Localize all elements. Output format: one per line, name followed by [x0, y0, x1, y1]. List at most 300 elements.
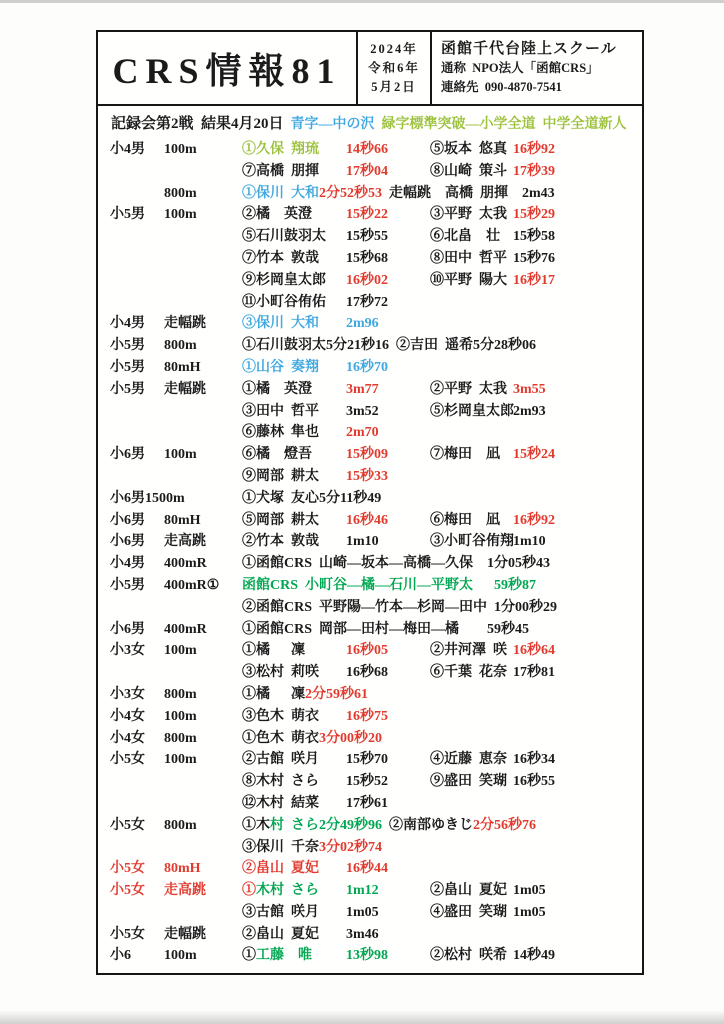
- entry-name: [430, 444, 513, 466]
- event-cell: [164, 226, 242, 248]
- text-segment: ⑤石川鼓羽太: [242, 229, 326, 245]
- entry-result: [346, 466, 430, 488]
- result-row: [98, 945, 642, 967]
- org-line: 連絡先 090-4870-7541: [441, 79, 562, 94]
- row-entries: [242, 531, 642, 553]
- text-segment: 15秒33: [346, 468, 388, 484]
- entry-name: [430, 880, 513, 902]
- entry-result: [346, 858, 430, 880]
- entry-name: [242, 880, 346, 902]
- text-segment: 14秒66: [346, 142, 388, 157]
- result-row: [98, 531, 642, 553]
- grade-cell: 小4男: [110, 142, 145, 157]
- event-cell: 800m: [164, 185, 197, 201]
- event-cell: 800m: [164, 730, 197, 746]
- entry-result: [346, 749, 430, 771]
- text-segment: ⑦梅田 凪: [430, 447, 500, 463]
- entry-name: [242, 248, 346, 270]
- grade-cell: 小5女: [110, 752, 145, 768]
- text-segment: 2分59秒61: [305, 686, 368, 702]
- text-segment: ①橘 凜: [242, 686, 305, 702]
- text-segment: 14秒49: [513, 948, 555, 964]
- row-flow-text: [242, 183, 642, 205]
- entry-name: [242, 749, 346, 771]
- row-flow-text: [242, 597, 642, 619]
- entry-name: [430, 510, 513, 532]
- entry-name: [242, 945, 346, 967]
- event-cell: 100m: [164, 948, 197, 964]
- row-entries: [242, 270, 642, 292]
- grade-cell: 小5男: [110, 359, 145, 375]
- entry-name: [242, 226, 346, 248]
- entry-name: [430, 531, 513, 553]
- result-row: [98, 401, 642, 423]
- event-cell: [164, 837, 242, 859]
- result-row: [98, 684, 642, 706]
- text-segment: ①色木 萌衣: [242, 730, 319, 746]
- result-row: [98, 662, 642, 684]
- text-segment: 16秒68: [346, 665, 388, 681]
- entry-name: [242, 204, 346, 226]
- grade-cell: 小3女: [110, 686, 145, 702]
- org-line: 通称 NPO法人「函館CRS」: [441, 60, 599, 75]
- row-entries: [242, 161, 642, 183]
- entry-result: [513, 248, 642, 270]
- row-entries: [242, 662, 642, 684]
- event-cell: 800m: [164, 686, 197, 702]
- entry-result: [513, 292, 642, 314]
- event-cell: 80mH: [164, 359, 201, 375]
- text-segment: 3m46: [346, 926, 379, 942]
- text-segment: ⑩平野 陽大: [430, 272, 507, 288]
- text-segment: 3分02秒74: [319, 839, 382, 855]
- text-segment: ⑨杉岡皇太郎: [242, 272, 326, 288]
- entry-result: [346, 204, 430, 226]
- text-segment: ①石川鼓羽太5分21秒16 ②吉田 遥希5分28秒06: [242, 338, 536, 354]
- text-segment: 16秒92: [513, 142, 555, 157]
- row-entries: [242, 640, 642, 662]
- event-cell: [164, 488, 242, 510]
- event-cell: 800m: [164, 817, 197, 833]
- event-cell: 走幅跳: [164, 316, 206, 332]
- text-segment: 15秒52: [346, 774, 388, 790]
- result-row: [98, 313, 642, 335]
- org-box: [432, 32, 642, 104]
- entry-name: [430, 706, 513, 728]
- text-segment: 木村 さら: [256, 883, 319, 899]
- entry-result: [346, 531, 430, 553]
- text-segment: ②古館 咲月: [242, 752, 319, 768]
- entry-result: [513, 640, 642, 662]
- text-segment: ①: [242, 948, 256, 964]
- result-row: [98, 161, 642, 183]
- grade-cell: 小5女: [110, 926, 145, 942]
- grade-cell: 小5男: [110, 381, 145, 397]
- text-segment: ③色木 萌衣: [242, 708, 319, 724]
- row-entries: [242, 204, 642, 226]
- grade-cell: 小4男: [110, 556, 145, 572]
- entry-result: [513, 924, 642, 946]
- result-row: [98, 837, 642, 859]
- entry-result: [513, 401, 642, 423]
- document-frame: [96, 30, 644, 975]
- row-flow-text: [242, 575, 642, 597]
- text-segment: ②南部ゆきじ: [382, 817, 473, 833]
- entry-name: [242, 662, 346, 684]
- text-segment: ③小町谷侑翔: [430, 534, 514, 550]
- entry-result: [346, 292, 430, 314]
- results-rows: [98, 139, 642, 967]
- text-segment: 17秒04: [346, 163, 388, 179]
- event-cell: [164, 466, 242, 488]
- text-segment: 15秒22: [346, 207, 388, 223]
- text-segment: 16秒34: [513, 752, 555, 768]
- row-entries: [242, 510, 642, 532]
- entry-name: [242, 270, 346, 292]
- row-entries: [242, 466, 642, 488]
- text-segment: 15秒24: [513, 447, 555, 463]
- text-segment: ⑧木村 さら: [242, 774, 319, 790]
- entry-result: [513, 204, 642, 226]
- entry-name: [242, 531, 346, 553]
- event-cell: 800m: [164, 338, 197, 354]
- row-flow-text: [242, 553, 642, 575]
- entry-name: [430, 902, 513, 924]
- result-row: [98, 619, 642, 641]
- grade-cell: [110, 226, 164, 248]
- result-row: [98, 924, 642, 946]
- result-row: [98, 793, 642, 815]
- row-flow-text: [242, 684, 642, 706]
- document-header: [98, 32, 642, 106]
- grade-cell: 小6: [110, 948, 131, 964]
- entry-result: [346, 640, 430, 662]
- result-row: [98, 597, 642, 619]
- entry-result: [346, 924, 430, 946]
- grade-cell: 小6男: [110, 621, 145, 637]
- result-row: [98, 139, 642, 161]
- result-row: [98, 248, 642, 270]
- entry-name: [430, 204, 513, 226]
- text-segment: 15秒76: [513, 250, 555, 266]
- text-segment: 17秒61: [346, 795, 388, 811]
- entry-name: [430, 270, 513, 292]
- text-segment: 17秒39: [513, 163, 555, 179]
- entry-result: [346, 161, 430, 183]
- entry-result: [346, 662, 430, 684]
- entry-result: [513, 139, 642, 161]
- entry-name: [430, 422, 513, 444]
- text-segment: ②竹本 敦哉: [242, 534, 319, 550]
- result-row: [98, 466, 642, 488]
- grade-cell: 小6男: [110, 534, 145, 550]
- row-entries: [242, 292, 642, 314]
- text-segment: ②畠山 夏妃: [242, 926, 319, 942]
- text-segment: ⑥梅田 凪: [430, 512, 500, 528]
- entry-result: [346, 880, 430, 902]
- text-segment: ①保川 大和: [242, 185, 319, 201]
- entry-name: [430, 793, 513, 815]
- entry-result: [513, 749, 642, 771]
- entry-result: [346, 706, 430, 728]
- entry-result: [513, 531, 642, 553]
- entry-result: [513, 379, 642, 401]
- grade-cell: [110, 837, 164, 859]
- entry-name: [430, 161, 513, 183]
- text-segment: 15秒68: [346, 250, 388, 266]
- text-segment: 16秒92: [513, 512, 555, 528]
- grade-cell: 小4男: [110, 316, 145, 332]
- row-entries: [242, 858, 642, 880]
- entry-name: [242, 292, 346, 314]
- event-cell: 100m: [164, 207, 197, 223]
- entry-result: [346, 379, 430, 401]
- entry-result: [513, 444, 642, 466]
- text-segment: ①久保 翔琉: [242, 142, 319, 157]
- entry-name: [430, 401, 513, 423]
- text-segment: ⑨岡部 耕太: [242, 468, 319, 484]
- entry-name: [242, 466, 346, 488]
- entry-result: [346, 401, 430, 423]
- event-cell: [164, 902, 242, 924]
- entry-name: [430, 292, 513, 314]
- text-segment: 緑字標準突破—小学全道 中学全道新人: [374, 117, 627, 132]
- result-row: [98, 335, 642, 357]
- result-row: [98, 728, 642, 750]
- result-row: [98, 815, 642, 837]
- event-cell: [164, 771, 242, 793]
- entry-result: [513, 880, 642, 902]
- entry-result: [346, 793, 430, 815]
- event-cell: [164, 292, 242, 314]
- row-entries: [242, 793, 642, 815]
- result-row: [98, 204, 642, 226]
- result-row: [98, 444, 642, 466]
- entry-result: [346, 248, 430, 270]
- text-segment: ④近藤 恵奈: [430, 752, 507, 768]
- text-segment: 15秒70: [346, 752, 388, 768]
- row-entries: [242, 880, 642, 902]
- grade-cell: [110, 292, 164, 314]
- event-cell: 100m: [164, 752, 197, 768]
- entry-result: [346, 422, 430, 444]
- text-segment: ①犬塚 友心5分11秒49: [242, 490, 382, 506]
- event-cell: 走高跳: [164, 534, 206, 550]
- result-row: [98, 880, 642, 902]
- grade-cell: 小6男1500m: [110, 490, 185, 506]
- text-segment: 16秒46: [346, 512, 388, 528]
- row-entries: [242, 401, 642, 423]
- text-segment: ⑦高橋 朋揮: [242, 163, 319, 179]
- text-segment: 15秒09: [346, 447, 388, 463]
- text-segment: ①函館CRS 岡部—田村—梅田—橘 59秒45: [242, 621, 530, 637]
- grade-cell: 小4女: [110, 708, 145, 724]
- event-cell: [164, 793, 242, 815]
- row-flow-text: [242, 488, 642, 510]
- event-cell: 80mH: [164, 512, 201, 528]
- result-row: [98, 858, 642, 880]
- entry-name: [242, 510, 346, 532]
- event-cell: 100m: [164, 708, 197, 724]
- text-segment: ③保川 大和: [242, 316, 319, 332]
- entry-result: [346, 444, 430, 466]
- entry-result: [513, 510, 642, 532]
- grade-cell: [110, 662, 164, 684]
- row-flow-text: [242, 619, 642, 641]
- text-segment: 16秒75: [346, 708, 388, 724]
- grade-cell: [110, 183, 164, 205]
- event-cell: 走高跳: [164, 883, 206, 899]
- entry-name: [430, 379, 513, 401]
- result-row: [98, 226, 642, 248]
- text-segment: 1m05: [513, 904, 546, 920]
- text-segment: 16秒70: [346, 359, 388, 375]
- event-cell: [164, 270, 242, 292]
- grade-cell: [110, 270, 164, 292]
- legend-line: [98, 111, 642, 139]
- event-cell: 400mR: [164, 556, 207, 572]
- grade-cell: [110, 597, 164, 619]
- text-segment: ⑧山崎 策斗: [430, 163, 507, 179]
- entry-result: [513, 357, 642, 379]
- event-cell: 100m: [164, 447, 197, 463]
- entry-result: [513, 858, 642, 880]
- result-row: [98, 706, 642, 728]
- result-row: [98, 357, 642, 379]
- text-segment: 17秒81: [513, 665, 555, 681]
- date-line: 2024年: [370, 41, 418, 56]
- text-segment: ②橘 英澄: [242, 207, 312, 223]
- entry-name: [430, 662, 513, 684]
- entry-name: [242, 139, 346, 161]
- row-entries: [242, 945, 642, 967]
- text-segment: 1m10: [513, 534, 546, 550]
- row-entries: [242, 771, 642, 793]
- entry-name: [430, 924, 513, 946]
- event-cell: [164, 422, 242, 444]
- text-segment: ①橘 凜: [242, 643, 305, 659]
- text-segment: ③平野 太我: [430, 207, 507, 223]
- scan-shadow: [0, 1010, 724, 1024]
- row-flow-text: [242, 837, 642, 859]
- grade-cell: 小5男: [110, 577, 145, 593]
- text-segment: ②畠山 夏妃: [430, 883, 507, 899]
- text-segment: ⑨盛田 笑瑚: [430, 774, 507, 790]
- row-entries: [242, 226, 642, 248]
- entry-name: [242, 422, 346, 444]
- entry-name: [242, 444, 346, 466]
- text-segment: ②松村 咲希: [430, 948, 507, 964]
- text-segment: 2m70: [346, 425, 379, 441]
- text-segment: ①: [242, 883, 256, 899]
- event-cell: [164, 161, 242, 183]
- text-segment: ②井河澤 咲: [430, 643, 507, 659]
- text-segment: 1m12: [346, 883, 379, 899]
- row-entries: [242, 924, 642, 946]
- entry-name: [242, 771, 346, 793]
- text-segment: ③保川 千奈: [242, 839, 319, 855]
- entry-name: [242, 161, 346, 183]
- entry-name: [430, 226, 513, 248]
- result-row: [98, 902, 642, 924]
- result-row: [98, 749, 642, 771]
- row-entries: [242, 706, 642, 728]
- date-box: [356, 32, 432, 104]
- event-cell: 80mH: [164, 861, 201, 877]
- text-segment: ⑤坂本 悠真: [430, 142, 507, 157]
- grade-cell: [110, 161, 164, 183]
- entry-name: [242, 793, 346, 815]
- text-segment: ①函館CRS 山崎—坂本—高橋—久保 1分05秒43: [242, 556, 551, 572]
- text-segment: 走幅跳 高橋 朋揮 2m43: [382, 185, 555, 201]
- text-segment: 15秒58: [513, 229, 555, 245]
- text-segment: ⑪小町谷侑佑: [242, 294, 326, 310]
- entry-name: [430, 466, 513, 488]
- grade-cell: 小6男: [110, 447, 145, 463]
- text-segment: 16秒17: [513, 272, 555, 288]
- entry-name: [430, 248, 513, 270]
- entry-name: [430, 858, 513, 880]
- text-segment: ⑥千葉 花奈: [430, 665, 507, 681]
- entry-name: [430, 313, 513, 335]
- entry-name: [242, 902, 346, 924]
- entry-result: [513, 902, 642, 924]
- text-segment: 16秒05: [346, 643, 388, 659]
- date-line: 5月2日: [371, 79, 417, 94]
- entry-name: [430, 749, 513, 771]
- text-segment: ②函館CRS 平野陽—竹本—杉岡—田中 1分00秒29: [242, 599, 558, 615]
- text-segment: 16秒44: [346, 861, 388, 877]
- event-cell: 400mR①: [164, 577, 220, 593]
- event-cell: [164, 597, 242, 619]
- entry-result: [513, 771, 642, 793]
- grade-cell: 小5男: [110, 207, 145, 223]
- entry-result: [346, 945, 430, 967]
- text-segment: 3m77: [346, 381, 379, 397]
- text-segment: 2分52秒53: [319, 185, 382, 201]
- row-entries: [242, 444, 642, 466]
- entry-name: [242, 924, 346, 946]
- result-row: [98, 183, 642, 205]
- org-line: 函館千代台陸上スクール: [441, 40, 617, 57]
- text-segment: 2m96: [346, 316, 379, 332]
- entry-result: [346, 510, 430, 532]
- row-entries: [242, 139, 642, 161]
- event-cell: [164, 662, 242, 684]
- entry-name: [242, 379, 346, 401]
- event-cell: [164, 401, 242, 423]
- text-segment: ⑥北畠 壮: [430, 229, 500, 245]
- text-segment: ①山谷 奏翔: [242, 359, 319, 375]
- entry-name: [242, 401, 346, 423]
- entry-name: [242, 706, 346, 728]
- text-segment: ③田中 哲平: [242, 403, 319, 419]
- text-segment: ①橘 英澄: [242, 381, 312, 397]
- grade-cell: [110, 771, 164, 793]
- text-segment: ③松村 莉咲: [242, 665, 319, 681]
- text-segment: 函館CRS 小町谷—橘—石川—平野太 59秒87: [242, 577, 537, 593]
- text-segment: 記録会第2戦 結果4月20日: [111, 116, 284, 132]
- grade-cell: 小5女: [110, 861, 145, 877]
- text-segment: ②平野 太我: [430, 381, 507, 397]
- text-segment: ⑤岡部 耕太: [242, 512, 319, 528]
- page-title: CRS情報81: [112, 50, 342, 91]
- entry-name: [242, 640, 346, 662]
- entry-name: [430, 139, 513, 161]
- result-row: [98, 270, 642, 292]
- row-flow-text: [242, 728, 642, 750]
- result-row: [98, 292, 642, 314]
